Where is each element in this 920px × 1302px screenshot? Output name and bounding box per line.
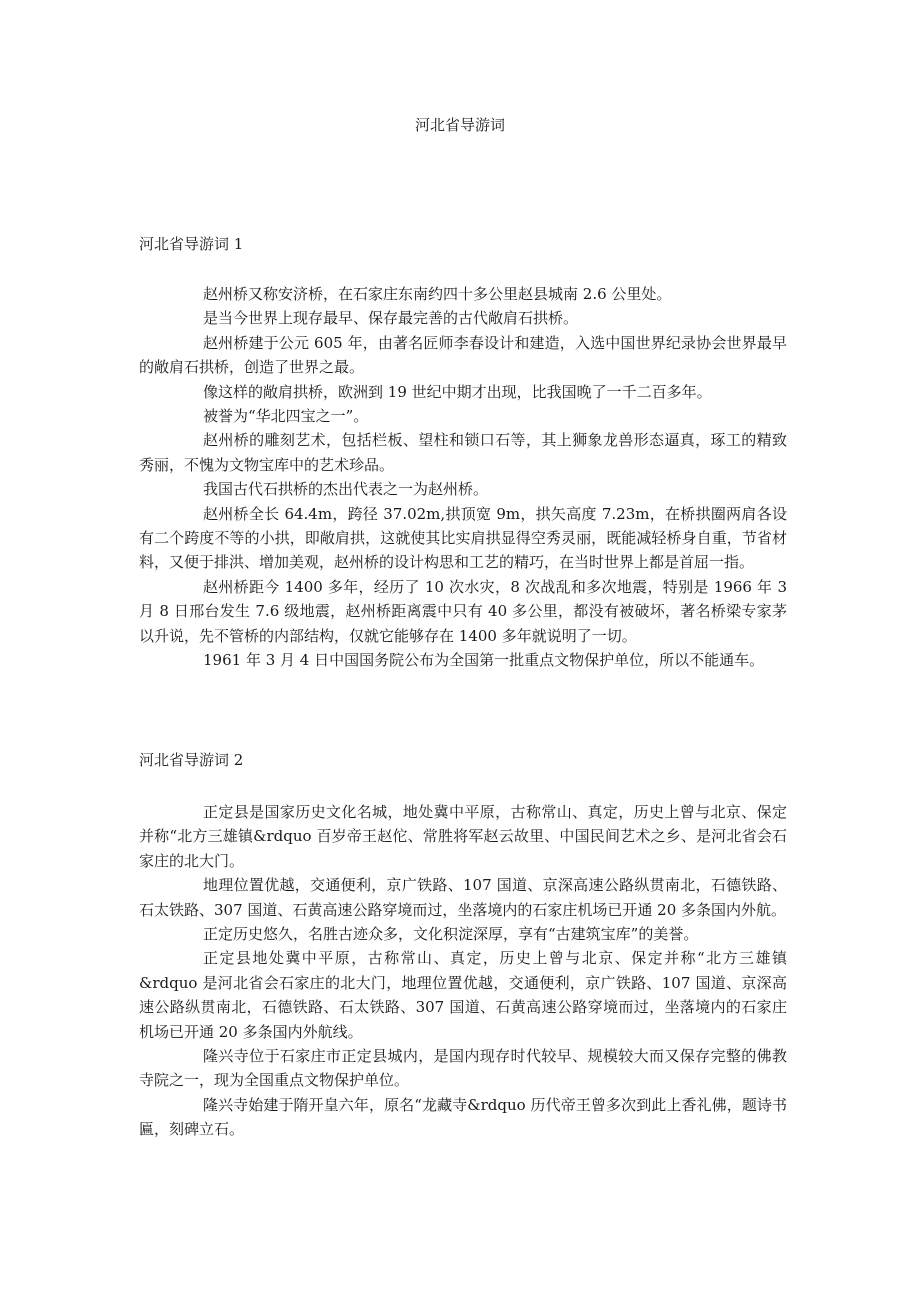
paragraph: 1961 年 3 月 4 日中国国务院公布为全国第一批重点文物保护单位，所以不能通车。 xyxy=(203,651,765,670)
paragraph: 正定历史悠久，名胜古迹众多，文化积淀深厚，享有“古建筑宝库”的美誉。 xyxy=(203,925,699,944)
paragraph: 我国古代石拱桥的杰出代表之一为赵州桥。 xyxy=(203,480,489,499)
paragraph: 赵州桥建于公元 605 年，由著名匠师李春设计和建造，入选中国世界纪录协会世界最早的敞肩石拱桥，创造了世界之最。 xyxy=(139,333,787,377)
section-body-2 xyxy=(139,800,787,1142)
paragraph: 赵州桥全长 64.4m，跨径 37.02m,拱顶宽 9m，拱矢高度 7.23m，在桥拱圈两肩各设有二个跨度不等的小拱，即敞肩拱，这就使其比实肩拱显得空秀灵丽，既能减轻桥身自重，节省材料，又便于排洪、增加美观，赵州桥的设计构思和工艺的精巧，在当时世界上都是首屈一指。 xyxy=(139,504,787,572)
section-body-1 xyxy=(139,282,787,673)
paragraph: 隆兴寺位于石家庄市正定县城内，是国内现存时代较早、规模较大而又保存完整的佛教寺院之一，现为全国重点文物保护单位。 xyxy=(139,1047,787,1090)
paragraph: 像这样的敞肩拱桥，欧洲到 19 世纪中期才出现，比我国晚了一千二百多年。 xyxy=(203,382,712,401)
paragraph: 地理位置优越，交通便利，京广铁路、107 国道、京深高速公路纵贯南北，石德铁路、石太铁路、307 国道、石黄高速公路穿境而过，坐落境内的石家庄机场已开通 20 多条国内外航。 xyxy=(139,876,787,919)
section-heading-1: 河北省导游词 1 xyxy=(139,235,244,253)
paragraph: 正定县是国家历史文化名城，地处冀中平原，古称常山、真定，历史上曾与北京、保定并称“北方三雄镇&rdquo 百岁帝王赵佗、常胜将军赵云故里、中国民间艺术之乡、是河北省会石家庄的北大门。 xyxy=(139,803,787,870)
paragraph: 隆兴寺始建于隋开皇六年，原名“龙藏寺&rdquo 历代帝王曾多次到此上香礼佛，题诗书匾，刻碑立石。 xyxy=(139,1095,787,1139)
paragraph: 赵州桥距今 1400 多年，经历了 10 次水灾，8 次战乱和多次地震，特别是 1966 年 3 月 8 日邢台发生 7.6 级地震，赵州桥距离震中只有 40 多公里，都没有被破坏，著名桥梁专家茅以升说，先不管桥的内部结构，仅就它能够存在 1400 多年就说明了一切。 xyxy=(139,577,787,645)
paragraph: 赵州桥的雕刻艺术，包括栏板、望柱和锁口石等，其上狮象龙兽形态逼真，琢工的精致秀丽，不愧为文物宝库中的艺术珍品。 xyxy=(139,431,787,474)
paragraph: 赵州桥又称安济桥，在石家庄东南约四十多公里赵县城南 2.6 公里处。 xyxy=(203,285,672,303)
paragraph: 是当今世界上现存最早、保存最完善的古代敞肩石拱桥。 xyxy=(203,309,579,328)
section-heading-2: 河北省导游词 2 xyxy=(139,751,244,769)
paragraph: 正定县地处冀中平原，古称常山、真定，历史上曾与北京、保定并称“北方三雄镇&rdquo 是河北省会石家庄的北大门，地理位置优越，交通便利，京广铁路、107 国道、京深高速公路纵贯南北，石德铁路、石太铁路、307 国道、石黄高速公路穿境而过，坐落境内的石家庄机场已开通 20 多条国内外航线。 xyxy=(139,949,787,1041)
document-title: 河北省导游词 xyxy=(414,116,505,134)
paragraph: 被誉为“华北四宝之一”。 xyxy=(203,407,369,426)
